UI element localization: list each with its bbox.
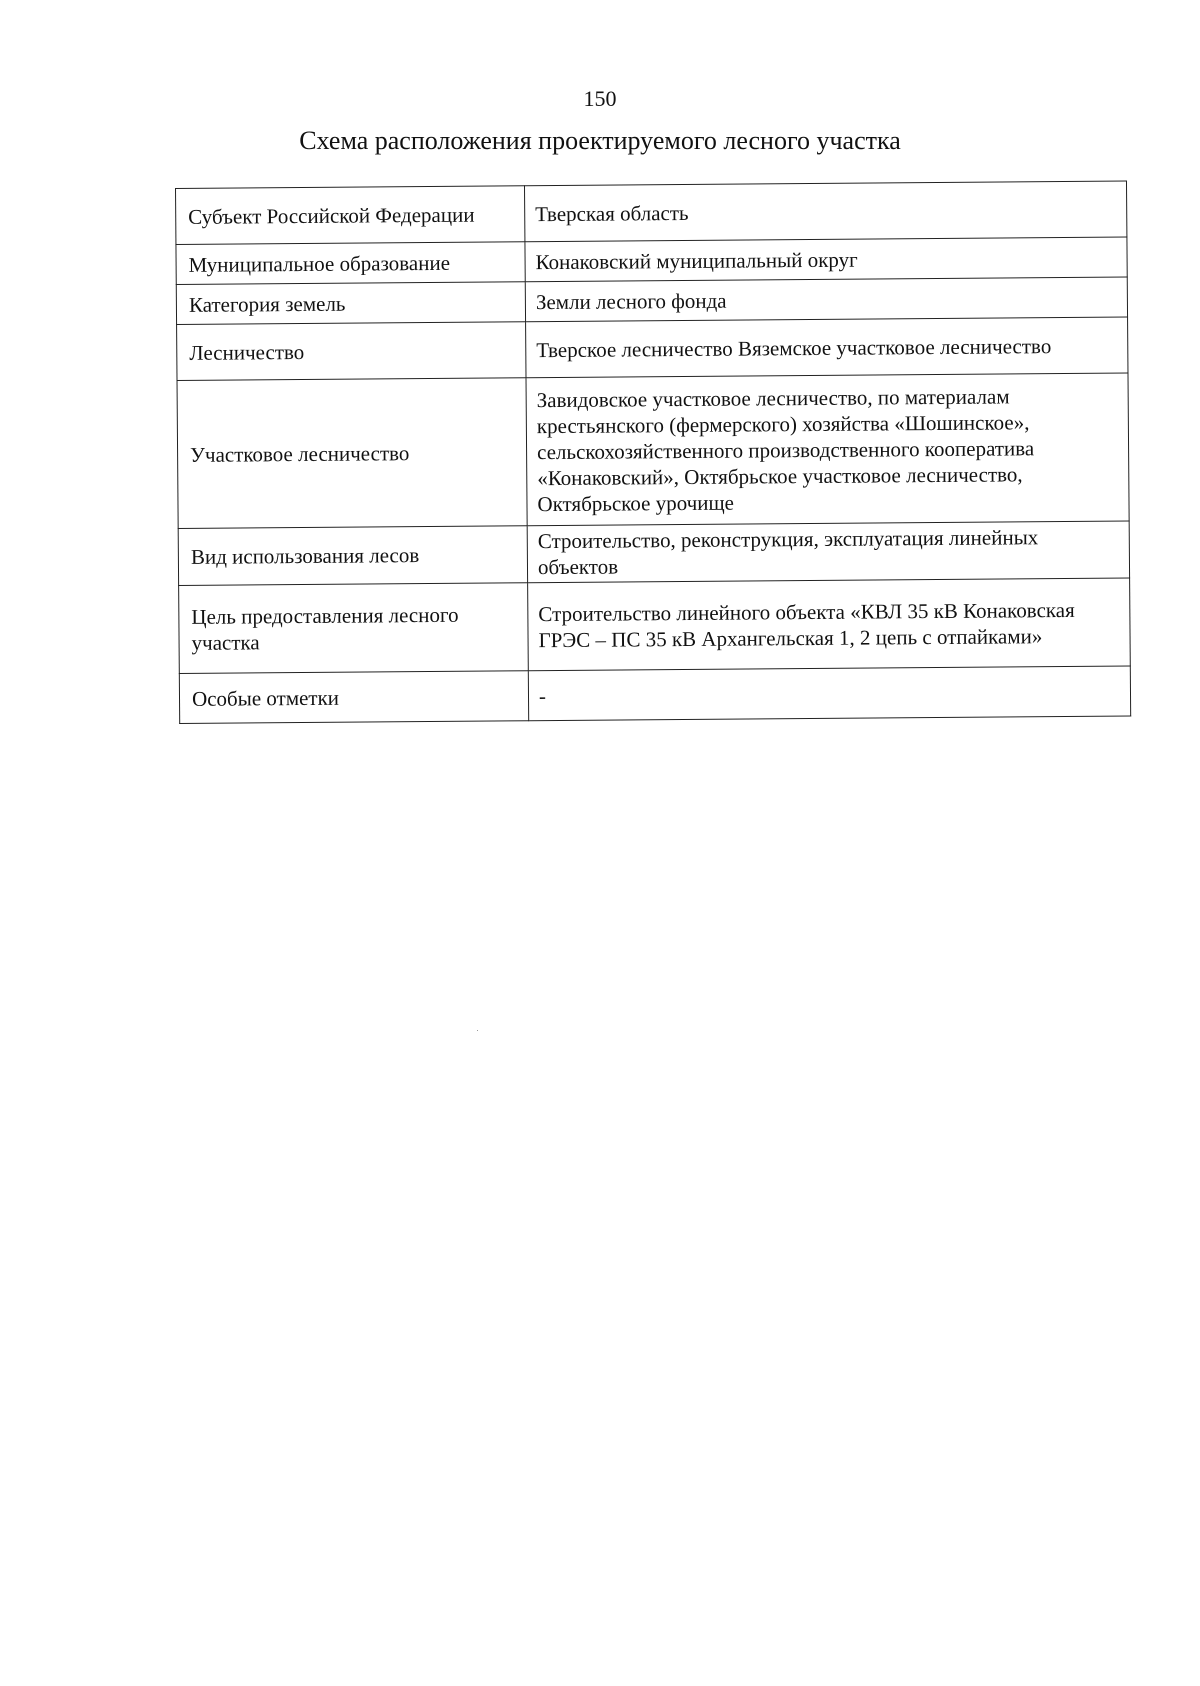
row-value: - <box>528 666 1130 721</box>
row-label: Лесничество <box>177 322 526 381</box>
table-row <box>177 373 1129 528</box>
row-value: Завидовское участковое лесничество, по материалам крестьянского (фермерского) хозяйства «Шошинское», сельскохозяйственного производственного кооператива «Конаковский», Октябрьское участковое лесничество, Октябрьское урочище <box>526 373 1129 526</box>
document-title: Схема расположения проектируемого лесного участка <box>299 126 901 155</box>
table-row <box>176 181 1127 244</box>
table-row <box>179 578 1131 673</box>
scan-speck <box>477 1030 478 1031</box>
table-row <box>178 521 1129 585</box>
table-row <box>177 317 1128 380</box>
row-label: Субъект Российской Федерации <box>176 186 525 245</box>
row-value: Земли лесного фонда <box>525 277 1127 322</box>
row-label: Участковое лесничество <box>177 378 527 529</box>
page-number: 150 <box>583 86 617 111</box>
row-value: Тверская область <box>524 181 1126 242</box>
row-value: Строительство, реконструкция, эксплуатация линейных объектов <box>527 521 1129 583</box>
table-row <box>179 666 1130 723</box>
row-label: Категория земель <box>176 282 525 325</box>
row-label: Вид использования лесов <box>178 526 527 586</box>
row-value: Конаковский муниципальный округ <box>525 237 1127 282</box>
row-label: Особые отметки <box>179 671 528 724</box>
row-value: Тверское лесничество Вяземское участковое лесничество <box>526 317 1128 378</box>
row-label: Муниципальное образование <box>176 242 525 285</box>
forest-plot-info-table <box>175 181 1131 724</box>
row-label: Цель предоставления лесного участка <box>179 583 529 674</box>
row-value: Строительство линейного объекта «КВЛ 35 кВ Конаковская ГРЭС – ПС 35 кВ Архангельская 1, 2 цепь с отпайками» <box>528 578 1131 671</box>
